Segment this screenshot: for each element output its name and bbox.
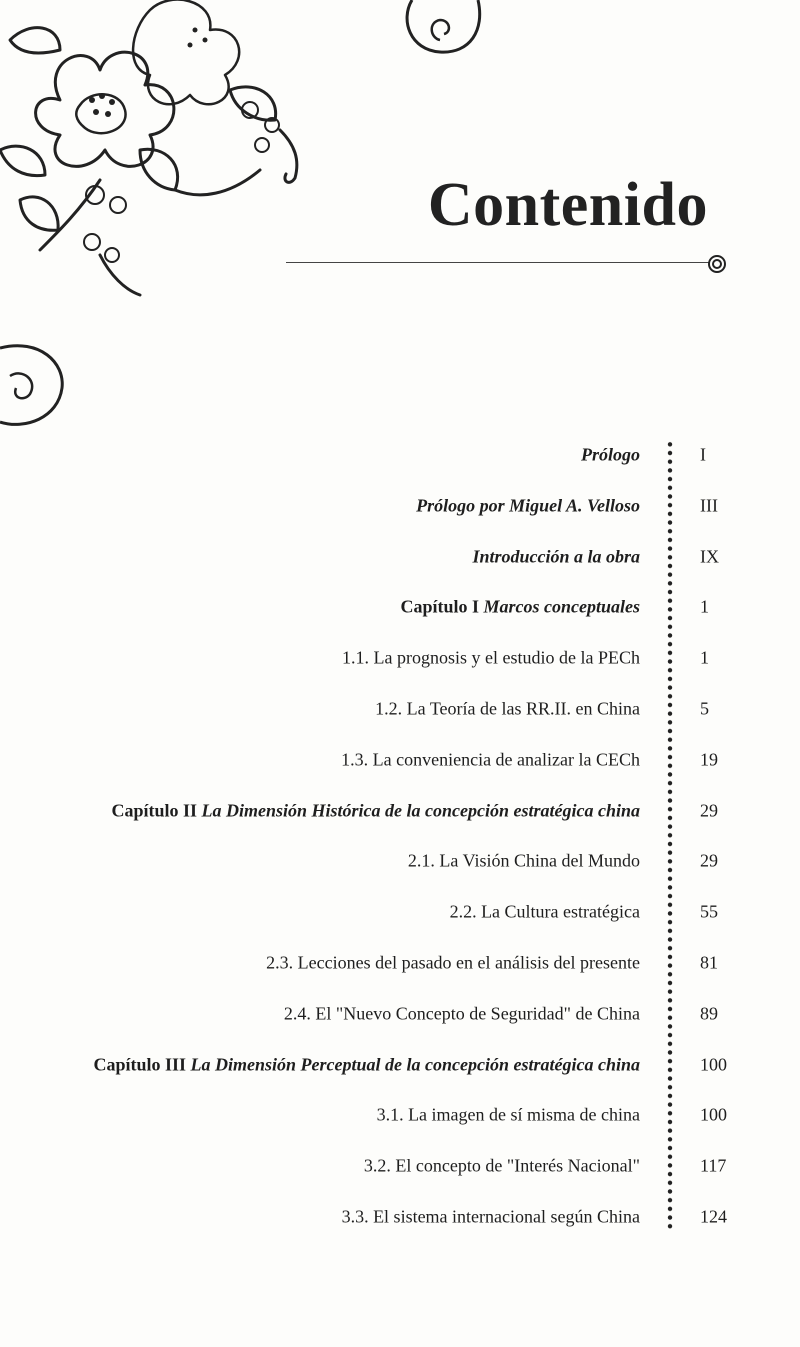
toc-item-prologue[interactable] [0, 486, 800, 526]
toc-page-number: III [700, 495, 718, 516]
toc-page-number: 81 [700, 952, 718, 973]
toc-item-section[interactable] [0, 740, 800, 780]
chapter-title: Marcos conceptuales [483, 596, 640, 617]
toc-entry-label: 1.1. La prognosis y el estudio de la PECh [342, 647, 640, 668]
toc-entry-label: Prólogo [580, 444, 640, 465]
toc-item-section[interactable] [0, 892, 800, 932]
toc-page-number: 117 [700, 1155, 727, 1176]
toc-page-number: 124 [700, 1206, 727, 1227]
toc-entry-label: 3.3. El sistema internacional según China [341, 1206, 640, 1227]
toc-entry-label: Prólogo por Miguel A. Velloso [416, 495, 640, 516]
toc-item-prologue[interactable] [0, 435, 800, 475]
toc-entry-label: 2.3. Lecciones del pasado en el análisis del presente [266, 952, 640, 973]
toc-page-number: 19 [700, 749, 718, 770]
toc-entry-label [111, 800, 640, 821]
toc-entry-label: 1.2. La Teoría de las RR.II. en China [375, 698, 640, 719]
toc-page-number: 55 [700, 901, 718, 922]
toc-entry-label: 2.1. La Visión China del Mundo [407, 850, 640, 871]
toc-item-section[interactable] [0, 689, 800, 729]
toc-entry-label: 3.2. El concepto de "Interés Nacional" [363, 1155, 640, 1176]
toc-entry-label: 3.1. La imagen de sí misma de china [376, 1104, 640, 1125]
toc-item-section[interactable] [0, 994, 800, 1034]
chapter-number: Capítulo II [111, 800, 198, 821]
toc-item-section[interactable] [0, 1146, 800, 1186]
toc-entry-label: 2.2. La Cultura estratégica [449, 901, 640, 922]
toc-page-number: 1 [700, 596, 709, 617]
page-title: Contenido [427, 171, 708, 239]
toc-item-section[interactable] [0, 1197, 800, 1237]
floral-ornament-icon [0, 0, 320, 320]
toc-page-number: 100 [700, 1054, 727, 1075]
toc-item-chapter[interactable] [0, 1045, 800, 1085]
swirl-icon [0, 338, 70, 430]
table-of-contents [0, 431, 800, 1251]
toc-entry-label [400, 597, 640, 618]
toc-page-number: 29 [700, 800, 718, 821]
toc-item-chapter[interactable] [0, 587, 800, 627]
toc-item-chapter[interactable] [0, 791, 800, 831]
toc-entry-label: 1.3. La conveniencia de analizar la CECh [341, 749, 640, 770]
toc-page-number: 29 [700, 850, 718, 871]
toc-page-number: I [700, 444, 706, 465]
toc-page-number: 1 [700, 647, 709, 668]
toc-item-section[interactable] [0, 1095, 800, 1135]
chapter-title: La Dimensión Perceptual de la concepción estratégica china [190, 1054, 640, 1075]
ring-ornament-icon [706, 253, 728, 275]
toc-page-number: 89 [700, 1003, 718, 1024]
toc-entry-label [94, 1054, 641, 1075]
toc-page-number: 100 [700, 1104, 727, 1125]
toc-item-section[interactable] [0, 638, 800, 678]
toc-item-prologue[interactable] [0, 537, 800, 577]
toc-item-section[interactable] [0, 943, 800, 983]
toc-page-number: IX [700, 546, 719, 567]
chapter-title: La Dimensión Histórica de la concepción estratégica china [201, 800, 640, 821]
toc-entry-label: 2.4. El "Nuevo Concepto de Seguridad" de China [283, 1003, 640, 1024]
chapter-number: Capítulo I [400, 596, 479, 617]
swirl-icon [400, 0, 490, 62]
toc-item-section[interactable] [0, 841, 800, 881]
title-rule [286, 262, 710, 263]
chapter-number: Capítulo III [93, 1054, 187, 1075]
toc-page-number: 5 [700, 698, 709, 719]
toc-entry-label: Introducción a la obra [472, 546, 640, 567]
